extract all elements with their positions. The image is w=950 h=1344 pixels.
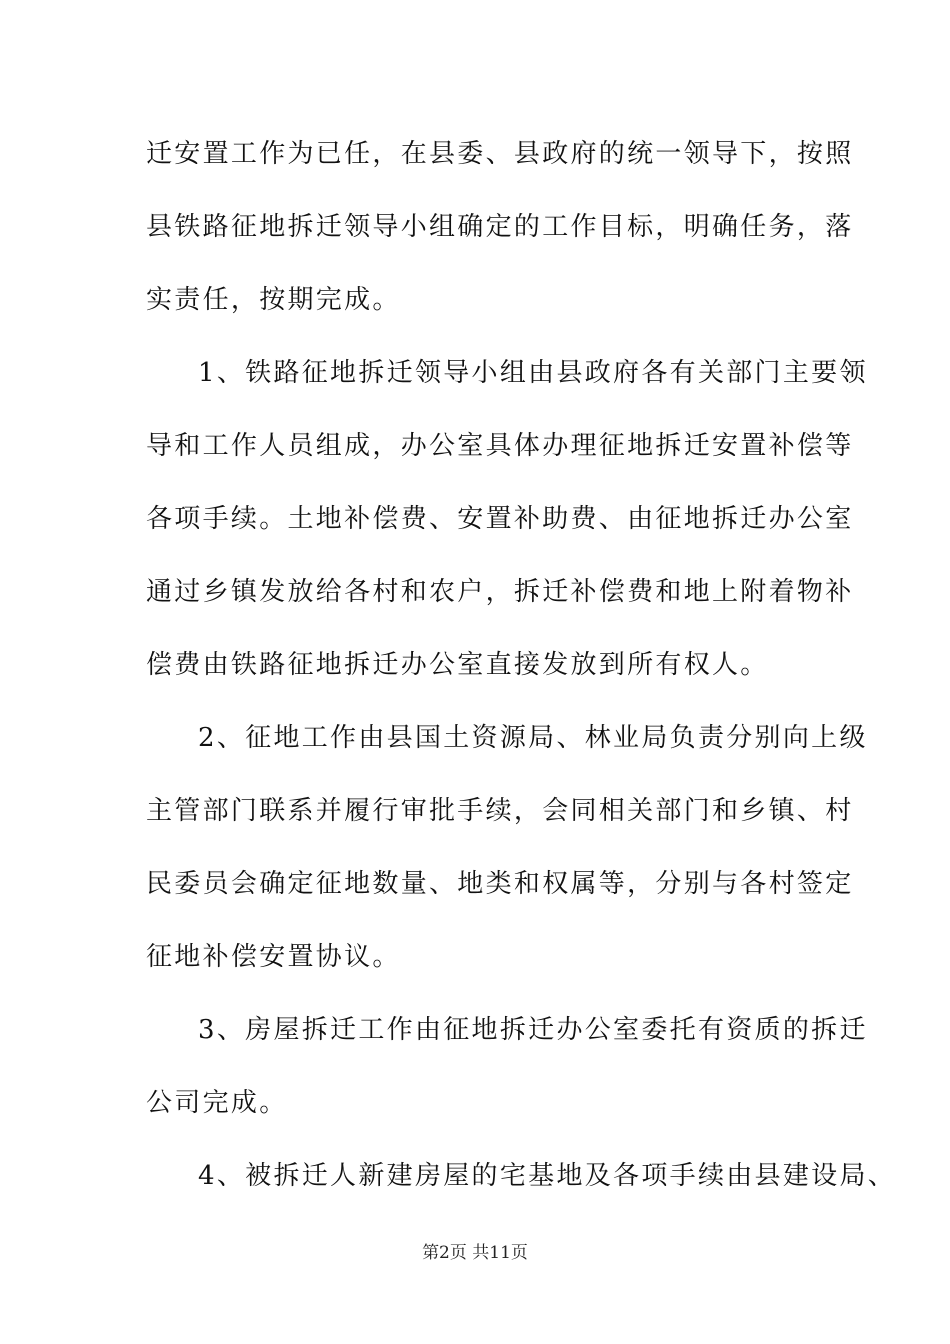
text-line: 公司完成。: [146, 1088, 288, 1118]
text-line: 3、房屋拆迁工作由征地拆迁办公室委托有资质的拆迁: [198, 1015, 868, 1045]
text-line: 征地补偿安置协议。: [146, 942, 401, 972]
text-line: 偿费由铁路征地拆迁办公室直接发放到所有权人。: [146, 650, 769, 680]
text-line: 4、被拆迁人新建房屋的宅基地及各项手续由县建设局、: [198, 1161, 897, 1191]
text-line: 迁安置工作为已任，在县委、县政府的统一领导下，按照: [146, 139, 854, 169]
text-line: 民委员会确定征地数量、地类和权属等，分别与各村签定: [146, 869, 854, 899]
text-line: 实责任，按期完成。: [146, 285, 401, 315]
text-line: 各项手续。土地补偿费、安置补助费、由征地拆迁办公室: [146, 504, 854, 534]
text-line: 导和工作人员组成，办公室具体办理征地拆迁安置补偿等: [146, 431, 854, 461]
text-line: 1、铁路征地拆迁领导小组由县政府各有关部门主要领: [198, 358, 868, 388]
text-line: 2、征地工作由县国土资源局、林业局负责分别向上级: [198, 723, 868, 753]
page-number-footer: 第2页 共11页: [422, 1243, 528, 1263]
text-line: 通过乡镇发放给各村和农户，拆迁补偿费和地上附着物补: [146, 577, 854, 607]
text-line: 主管部门联系并履行审批手续，会同相关部门和乡镇、村: [146, 796, 854, 826]
text-line: 县铁路征地拆迁领导小组确定的工作目标，明确任务，落: [146, 212, 854, 242]
